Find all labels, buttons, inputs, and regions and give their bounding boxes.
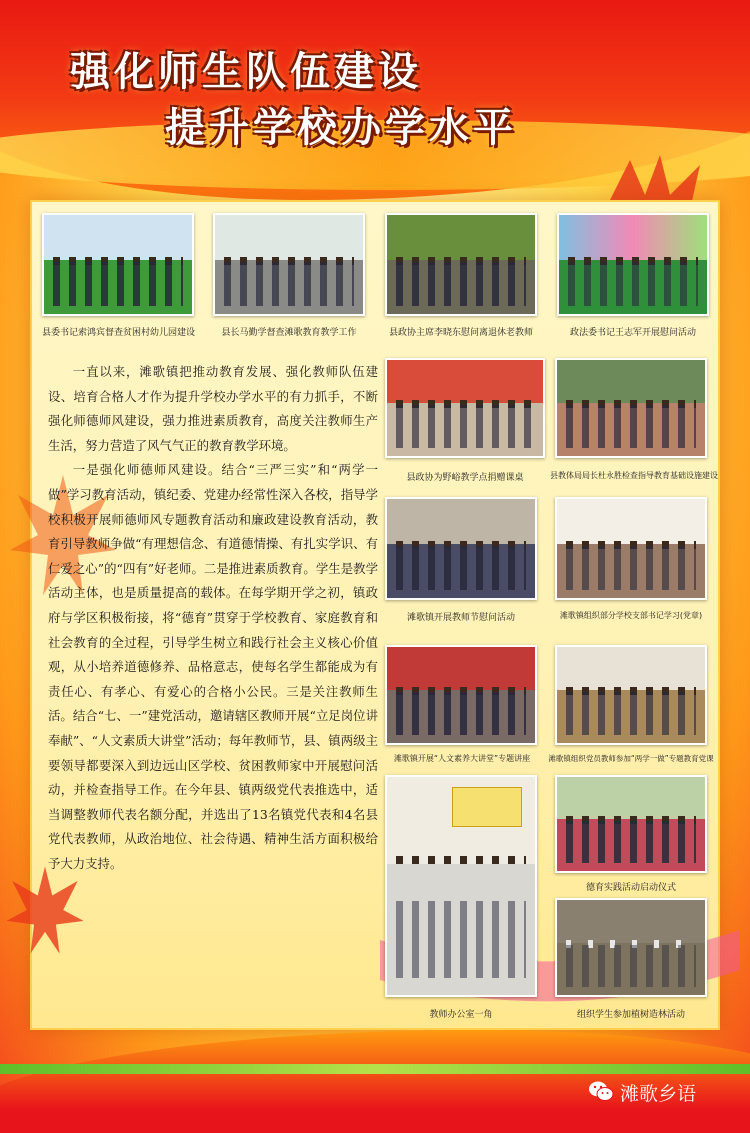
photo-caption: 政法委书记王志军开展慰问活动 (569, 328, 696, 338)
photo-teacher-office (385, 775, 537, 997)
photo-caption: 组织学生参加植树造林活动 (576, 1010, 685, 1020)
photo-infrastructure-inspection (555, 358, 707, 458)
photo-caption: 县政协主席李晓东慰问离退休老教师 (388, 328, 533, 338)
photo-desk-donation (385, 358, 545, 458)
photo-caption: 滩歌镇组织部分学校支部书记学习(党章) (559, 611, 703, 620)
photo-caption: 德育实践活动启动仪式 (585, 883, 676, 893)
photo-caption: 县政协为野峪教学点捐赠课桌 (406, 473, 524, 483)
title-line-1: 强化师生队伍建设 (70, 48, 422, 95)
photo-retired-teachers-visit (385, 213, 537, 316)
photo-caption: 教师办公室一角 (429, 1010, 493, 1020)
photo-teachers-day-visit (385, 497, 537, 600)
photo-moral-practice-launch (555, 775, 707, 873)
photo-humanities-lecture (385, 645, 537, 745)
photo-kindergarten-inspection (42, 213, 194, 316)
wechat-icon (588, 1080, 614, 1102)
photo-caption: 滩歌镇组织党员教师参加“两学一做”专题教育党课 (548, 754, 714, 763)
photo-caption: 县长马勤学督查滩歌教育教学工作 (221, 328, 357, 338)
photo-party-lesson (555, 645, 707, 745)
photo-caption: 县委书记索鸿宾督查贫困村幼儿园建设 (42, 328, 196, 338)
photo-caption: 滩歌镇开展教师节慰问活动 (406, 613, 515, 623)
photo-party-study (555, 497, 707, 600)
photo-caption: 滩歌镇开展“人文素养大讲堂”专题讲座 (393, 754, 531, 763)
photo-condolence-activity (557, 213, 709, 316)
photo-caption: 县教体局局长杜永胜检查指导教育基础设施建设 (550, 471, 718, 480)
article-paragraph-intro: 一直以来，滩歌镇把推动教育发展、强化教师队伍建设、培育合格人才作为提升学校办学水平的有力抓手，不断强化师德师风建设，强力推进素质教育，高度关注教师生产生活，努力营造了风气气正的教育教学环境。 (48, 364, 378, 453)
account-name: 滩歌乡语 (620, 1083, 697, 1105)
photo-education-inspection (213, 213, 365, 316)
title-line-2: 提升学校办学水平 (165, 104, 517, 151)
photo-tree-planting (555, 898, 707, 997)
bottom-stripe (0, 1064, 750, 1074)
article-body (48, 360, 378, 876)
article-paragraph-main: 一是强化师德师风建设。结合“三严三实”和“两学一做”学习教育活动，镇纪委、党建办经常性深入各校，指导学校积极开展师德师风专题教育活动和廉政建设教育活动，教育引导教师争做“有理想信念、有道德情操、有扎实学识、有仁爱之心”的“四有”好老师。二是推进素质教育。学生是教学活动主体，也是质量提高的载体。在每学期开学之初，镇政府与学区积极衔接，将“德育”贯穿于学校教育、家庭教育和社会教育的全过程，引导学生树立和践行社会主义核心价值观，从小培养道德修养、品格意志，使每名学生都能成为有责任心、有孝心、有爱心的合格小公民。三是关注教师生活。结合“七、一”建党活动，邀请辖区教师开展“立足岗位讲奉献”、“人文素质大讲堂”活动；每年教师节，县、镇两级主要领导都要深入到边远山区学校、贫困教师家中开展慰问活动，并检查指导工作。在今年县、镇两级党代表推选中，适当调整教师代表名额分配，并选出了13名镇党代表和4名县党代表教师，从政治地位、社会待遇、精神生活方面积极给予大力支持。 (48, 462, 378, 871)
